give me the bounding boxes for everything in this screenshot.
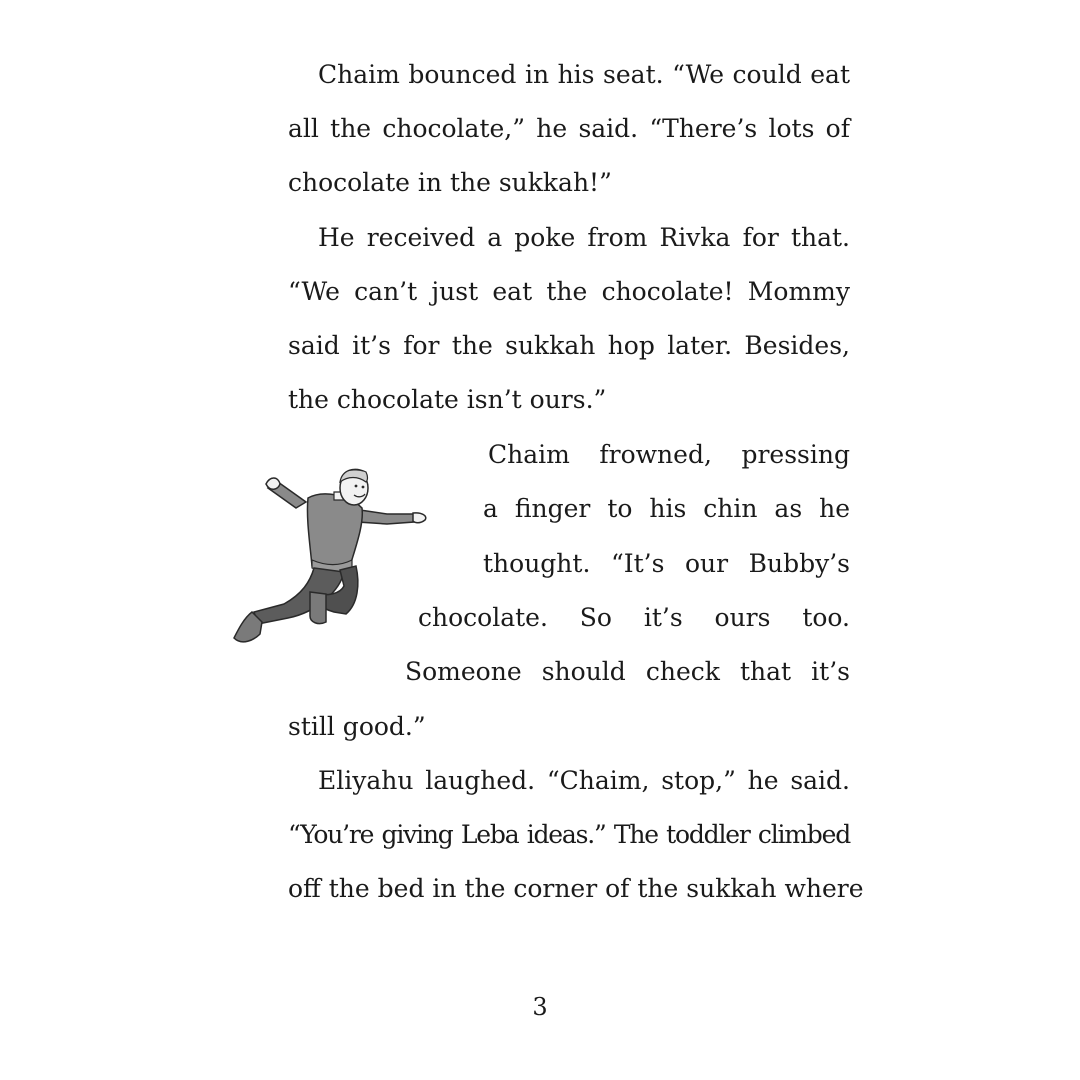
text-line: He received a poke from Rivka for that.	[318, 223, 850, 252]
text-line: thought. “It’s our Bubby’s	[483, 549, 850, 578]
text-line: Chaim frowned, pressing	[488, 440, 850, 469]
text-line: chocolate in the sukkah!”	[288, 168, 612, 197]
text-line: chocolate. So it’s ours too.	[418, 603, 850, 632]
text-line: a finger to his chin as he	[483, 494, 850, 523]
text-line: “You’re giving Leba ideas.” The toddler climbed	[288, 820, 850, 849]
text-line: Someone should check that it’s	[405, 657, 850, 686]
text-line: still good.”	[288, 712, 426, 741]
text-line: off the bed in the corner of the sukkah where	[288, 874, 864, 903]
jumping-boy-illustration	[222, 462, 437, 657]
page-number: 3	[532, 993, 548, 1021]
text-line: said it’s for the sukkah hop later. Besides,	[288, 331, 850, 360]
text-line: the chocolate isn’t ours.”	[288, 385, 607, 414]
text-line: “We can’t just eat the chocolate! Mommy	[288, 277, 850, 306]
text-line: all the chocolate,” he said. “There’s lots of	[288, 114, 850, 143]
text-line: Chaim bounced in his seat. “We could eat	[318, 60, 850, 89]
text-line: Eliyahu laughed. “Chaim, stop,” he said.	[318, 766, 850, 795]
